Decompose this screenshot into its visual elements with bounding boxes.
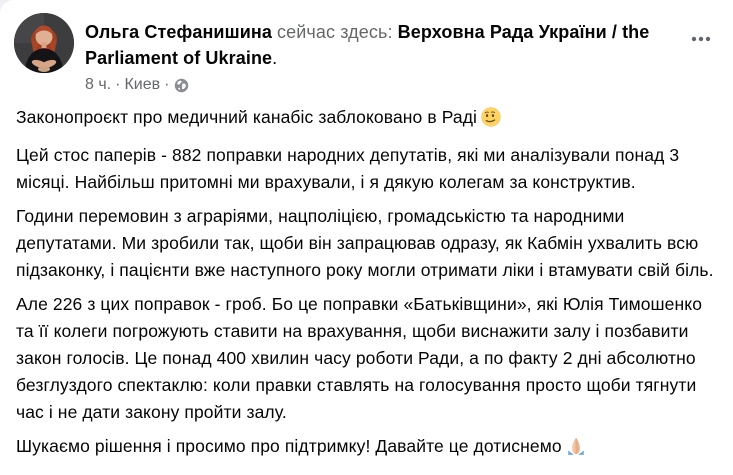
post-title-line bbox=[85, 19, 661, 71]
post-header bbox=[0, 0, 733, 95]
post-meta bbox=[85, 75, 661, 95]
post-options-button[interactable] bbox=[685, 26, 717, 52]
globe-icon bbox=[174, 78, 189, 93]
meta-separator: · bbox=[115, 76, 121, 93]
avatar[interactable] bbox=[14, 13, 74, 73]
checkin-place-link[interactable]: Верховна Рада України / the Parliament of Ukraine bbox=[85, 22, 650, 68]
ellipsis-icon bbox=[690, 28, 712, 50]
smirking-face-emoji bbox=[481, 107, 501, 135]
post-text bbox=[0, 95, 733, 464]
post-paragraph: Години перемовин з аграріями, нацполіцією, громадськістю та народними депутатами. Ми зробили так, щоби він запрацював одразу, як Кабмін ухвалить всю підзаконку, і пацієнти вже наступного року могли отримати ліки і втамувати свій біль. bbox=[16, 206, 714, 280]
folded-hands-emoji bbox=[566, 436, 586, 464]
sentence-period: . bbox=[272, 48, 278, 68]
post-paragraph: Шукаємо рішення і просимо про підтримку! Давайте це дотиснемо bbox=[16, 433, 717, 464]
post-paragraph: Законопроєкт про медичний канабіс заблоковано в Раді bbox=[16, 104, 717, 135]
author-name[interactable]: Ольга Стефанишина bbox=[85, 22, 272, 42]
post-paragraph: Цей стос паперів - 882 поправки народних депутатів, які ми аналізували понад 3 місяці. Найбільш притомні ми врахували, і я дякую колегам за конструктив. bbox=[16, 145, 680, 192]
meta-separator: · bbox=[164, 76, 170, 93]
post-paragraph: Але 226 з цих поправок - гроб. Бо це поправки «Батьківщини», які Юлія Тимошенко та її колеги погрожують ставити на врахування, щоби виснажити залу і позбавити закон голосів. Це понад 400 хвилин часу роботи Ради, а по факту 2 дні абсолютно безглуздого спектаклю: коли правки ставлять на голосування просто щоби тягнути час і не дати закону пройти залу. bbox=[16, 294, 703, 422]
post-timestamp[interactable]: 8 ч. bbox=[85, 76, 112, 93]
header-text bbox=[85, 19, 717, 95]
checkin-context: сейчас здесь: bbox=[271, 22, 398, 42]
profile-photo bbox=[14, 13, 74, 73]
post-location[interactable]: Киев bbox=[124, 76, 161, 93]
